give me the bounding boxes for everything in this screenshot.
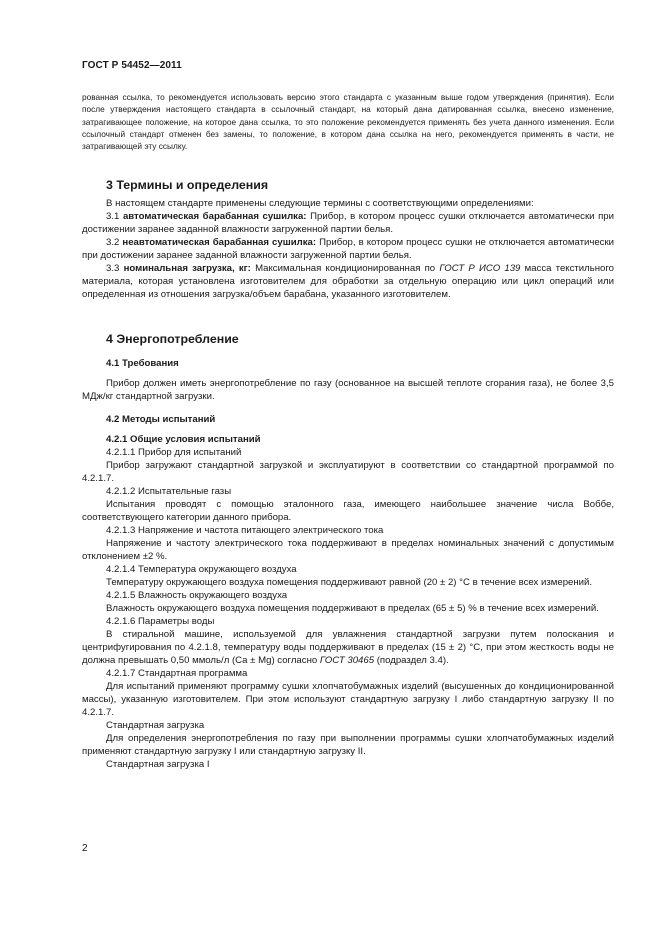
- standard-load-text: Для определения энергопотребления по газу при выполнении программы сушки хлопчатобумажных изделий применяют стандартную загрузку I или стандартную загрузку II.: [82, 733, 614, 758]
- clause-4-2-1-6-text-a: В стиральной машине, используемой для увлажнения стандартной загрузки путем полоскания и центрифугирования по 4.2.1.8, температуру воды поддерживают в пределах (15 ± 2) °С, при этом жесткость воды не должна превышать 0,50 ммоль/л (Са ± Mg) согласно: [82, 629, 614, 667]
- clause-4-2-1-4-text: Температуру окружающего воздуха помещения поддерживают равной (20 ± 2) °С в течение всех измерений.: [106, 577, 593, 589]
- page-number: 2: [82, 843, 88, 854]
- section-4-1-text: Прибор должен иметь энергопотребление по газу (основанное на высшей теплоте сгорания газа), не более 3,5 МДж/кг стандартной загрузки.: [82, 378, 614, 403]
- clause-4-2-1-3-text: Напряжение и частоту электрического тока поддерживают в пределах номинальных значений с допустимым отклонением ±2 %.: [82, 538, 614, 563]
- section-3-lead: В настоящем стандарте применены следующие термины с соответствующими определениями:: [106, 198, 534, 210]
- clause-4-2-1-6-title: 4.2.1.6 Параметры воды: [106, 616, 215, 628]
- standard-reference-link: ГОСТ Р ИСО 139: [439, 263, 521, 275]
- document-header: ГОСТ Р 54452—2011: [82, 60, 182, 71]
- clause-4-2-1-1-text: Прибор загружают стандартной загрузкой и эксплуатируют в соответствии со стандартной программой по 4.2.1.7.: [82, 460, 614, 485]
- clause-4-2-1-4-title: 4.2.1.4 Температура окружающего воздуха: [106, 564, 297, 576]
- clause-4-2-1-6-text-b: (подраздел 3.4).: [376, 655, 449, 667]
- document-body: [82, 91, 614, 771]
- term-3-1-definition: Прибор, в котором процесс сушки отключается автоматически при достижении заранее заданной влажности загруженной партии белья.: [82, 211, 615, 236]
- term-3-1-name: автоматическая барабанная сушилка:: [122, 211, 307, 223]
- clause-4-2-1-7-text: Для испытаний применяют программу сушки хлопчатобумажных изделий (высушенных до кондиционированной массы), указанную изготовителем. При этом используют стандартную загрузку I либо стандартную загрузку II по 4.2.1.7.: [82, 681, 614, 719]
- term-3-2-number: 3.2: [106, 237, 120, 249]
- clause-4-2-1-1-title: 4.2.1.1 Прибор для испытаний: [106, 447, 242, 459]
- clause-4-2-1-5-title: 4.2.1.5 Влажность окружающего воздуха: [106, 590, 288, 602]
- clause-4-2-1-3-title: 4.2.1.3 Напряжение и частота питающего электрического тока: [106, 525, 384, 537]
- standard-reference-link: ГОСТ 30465: [319, 655, 375, 667]
- clause-4-2-1-6-text: [82, 628, 614, 667]
- clause-4-2-1-2-title: 4.2.1.2 Испытательные газы: [106, 486, 232, 498]
- term-3-1: [82, 210, 614, 236]
- standard-load-1-title: Стандартная загрузка I: [106, 759, 210, 771]
- term-3-3-name: номинальная загрузка, кг:: [123, 263, 251, 275]
- term-3-3: [82, 262, 614, 301]
- intro-paragraph: рованная ссылка, то рекомендуется использовать версию этого стандарта с указанным выше годом утверждения (принятия). Если после утверждения настоящего стандарта в ссылочный стандарт, на который дана датированная ссылка, внесено изменение, затрагивающее положение, на которое дана ссылка, то это положение рекомендуется применять без учета данного изменения. Если ссылочный стандарт отменен без замены, то положение, в котором дана ссылка на него, рекомендуется применять в части, не затрагивающей эту ссылку.: [82, 92, 614, 152]
- clause-4-2-1-5-text: Влажность окружающего воздуха помещения поддерживают в пределах (65 ± 5) % в течение всех измерений.: [106, 603, 599, 615]
- section-4-2-1-heading: 4.2.1 Общие условия испытаний: [106, 434, 261, 446]
- term-3-2: [82, 236, 614, 262]
- term-3-3-definition-b: масса текстильного материала, которая установлена изготовителем для обработки за отдельную операцию или цикл операций или определенная из отношения загрузка/объем барабана, указанного изготовителем.: [82, 263, 615, 301]
- standard-load-title: Стандартная загрузка: [106, 720, 205, 732]
- section-3-heading: 3 Термины и определения: [106, 178, 269, 193]
- term-3-2-name: неавтоматическая барабанная сушилка:: [122, 237, 317, 249]
- term-3-1-number: 3.1: [106, 211, 120, 223]
- clause-4-2-1-7-title: 4.2.1.7 Стандартная программа: [106, 668, 248, 680]
- term-3-3-definition-a: Максимальная кондиционированная по: [255, 263, 436, 275]
- section-4-heading: 4 Энергопотребление: [106, 332, 239, 347]
- clause-4-2-1-2-text: Испытания проводят с помощью эталонного газа, имеющего наибольшее значение числа Воббе, соответствующего категории данного прибора.: [82, 499, 614, 524]
- section-4-2-heading: 4.2 Методы испытаний: [106, 414, 216, 426]
- term-3-2-definition: Прибор, в котором процесс сушки не отключается автоматически при достижении заранее заданной влажности загруженной партии белья.: [82, 237, 615, 262]
- term-3-3-number: 3.3: [106, 263, 120, 275]
- section-4-1-heading: 4.1 Требования: [106, 358, 179, 370]
